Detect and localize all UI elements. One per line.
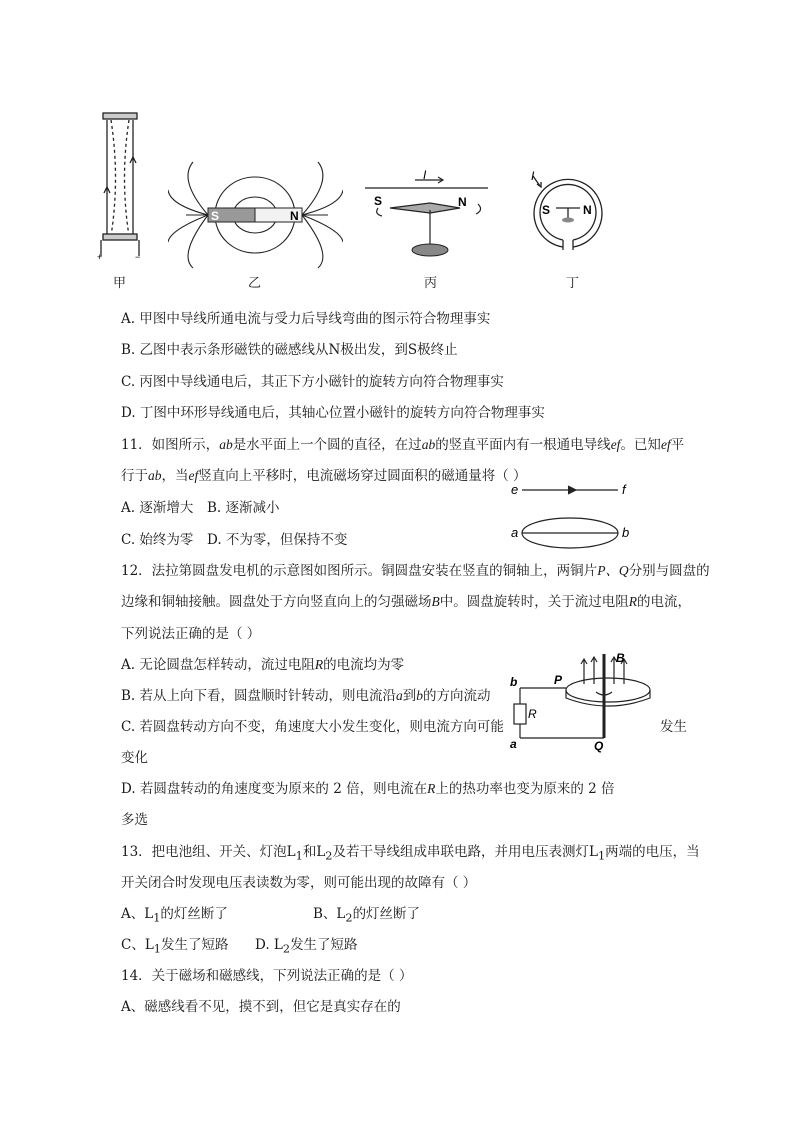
caption-ding: 丁 <box>566 276 580 291</box>
q10-option-a: A. 甲图中导线所通电流与受力后导线弯曲的图示符合物理事实 <box>121 311 491 327</box>
q13-option-c: C、$L_1$发生了短路 <box>121 937 229 956</box>
label-s3: S <box>542 203 551 217</box>
label-s: S <box>211 209 220 223</box>
figure-yi <box>168 160 343 270</box>
q12-option-a: A. 无论圆盘怎样转动，流过电阻R的电流均为零 <box>121 657 405 673</box>
label-e: e <box>511 482 519 497</box>
q12-option-c: C. 若圆盘转动方向不变，角速度大小发生变化，则电流方向可能 <box>121 719 504 735</box>
label-b-terminal: b <box>510 675 518 689</box>
label-s2: S <box>374 194 383 208</box>
label-n3: N <box>583 203 592 217</box>
q13-stem-line2: 开关闭合时发现电压表读数为零，则可能出现的故障有（ ） <box>121 875 477 891</box>
caption-yi: 乙 <box>248 276 262 291</box>
label-n: N <box>290 209 299 223</box>
q12-option-c-cont: 发生 <box>660 719 687 735</box>
q13-stem-line1: 13．把电池组、开关、灯泡$L_1$和$L_2$及若干导线组成串联电路，并用电压表测灯$L_1$两端的电压，当 <box>121 844 700 863</box>
q11-option-b: B. 逐渐减小 <box>207 500 280 516</box>
q12-stem-line1: 12．法拉第圆盘发电机的示意图如图所示。铜圆盘安装在竖直的铜轴上，两铜片P、Q分别与圆盘的 <box>121 563 710 579</box>
figure-q11 <box>508 478 638 550</box>
q11-option-a: A. 逐渐增大 <box>121 500 194 516</box>
q13-option-d: D. $L_2$发生了短路 <box>255 937 358 956</box>
q13-option-a: A、$L_1$的灯丝断了 <box>121 906 228 925</box>
label-a-terminal: a <box>510 737 517 751</box>
svg-text:−: − <box>135 252 141 262</box>
q11-option-c: C. 始终为零 <box>121 532 194 548</box>
q12-option-d: D. 若圆盘转动的角速度变为原来的 2 倍，则电流在R上的热功率也变为原来的 2 倍 <box>121 781 615 797</box>
label-r: R <box>528 707 537 721</box>
q12-option-c-wrap: 变化 <box>121 750 148 766</box>
figure-jia <box>95 108 145 268</box>
label-b: b <box>622 525 630 540</box>
q10-option-c: C. 丙图中导线通电后，其正下方小磁针的旋转方向符合物理事实 <box>121 374 504 390</box>
q11-stem-line2: 行于ab，当ef竖直向上平移时，电流磁场穿过圆面积的磁通量将（ ） <box>121 468 527 484</box>
q10-option-b: B. 乙图中表示条形磁铁的磁感线从N极出发，到S极终止 <box>121 342 458 358</box>
svg-text:+: + <box>97 252 103 262</box>
label-f: f <box>622 482 626 497</box>
label-p: P <box>554 673 563 687</box>
q11-stem-line1: 11．如图所示，ab是水平面上一个圆的直径，在过ab的竖直平面内有一根通电导线ef。已知ef平 <box>121 437 685 453</box>
caption-jia: 甲 <box>113 276 127 291</box>
label-n2: N <box>458 195 467 209</box>
caption-bing: 丙 <box>424 276 438 291</box>
q12-stem-line3: 下列说法正确的是（ ） <box>121 626 261 642</box>
figure-ding <box>525 168 610 263</box>
section-multi-choice: 多选 <box>121 812 148 828</box>
figure-bing <box>360 168 500 263</box>
q12-option-b: B. 若从上向下看，圆盘顺时针转动，则电流沿a到b的方向流动 <box>121 688 491 704</box>
q10-option-d: D. 丁图中环形导线通电后，其轴心位置小磁针的旋转方向符合物理事实 <box>121 405 545 421</box>
q11-option-d: D. 不为零，但保持不变 <box>207 532 348 548</box>
label-current2: I <box>531 169 535 183</box>
label-a: a <box>511 525 519 540</box>
figure-q12-disk-generator <box>508 650 658 754</box>
q13-option-b: B、$L_2$的灯丝断了 <box>313 906 421 925</box>
label-field-b: B <box>616 651 625 665</box>
q14-stem: 14．关于磁场和磁感线，下列说法正确的是（ ） <box>121 968 413 984</box>
label-current: I <box>423 168 427 182</box>
label-q: Q <box>594 739 604 753</box>
q12-stem-line2: 边缘和铜轴接触。圆盘处于方向竖直向上的匀强磁场B中。圆盘旋转时，关于流过电阻R的电流， <box>121 594 691 610</box>
q14-option-a: A、磁感线看不见，摸不到，但它是真实存在的 <box>121 999 401 1015</box>
